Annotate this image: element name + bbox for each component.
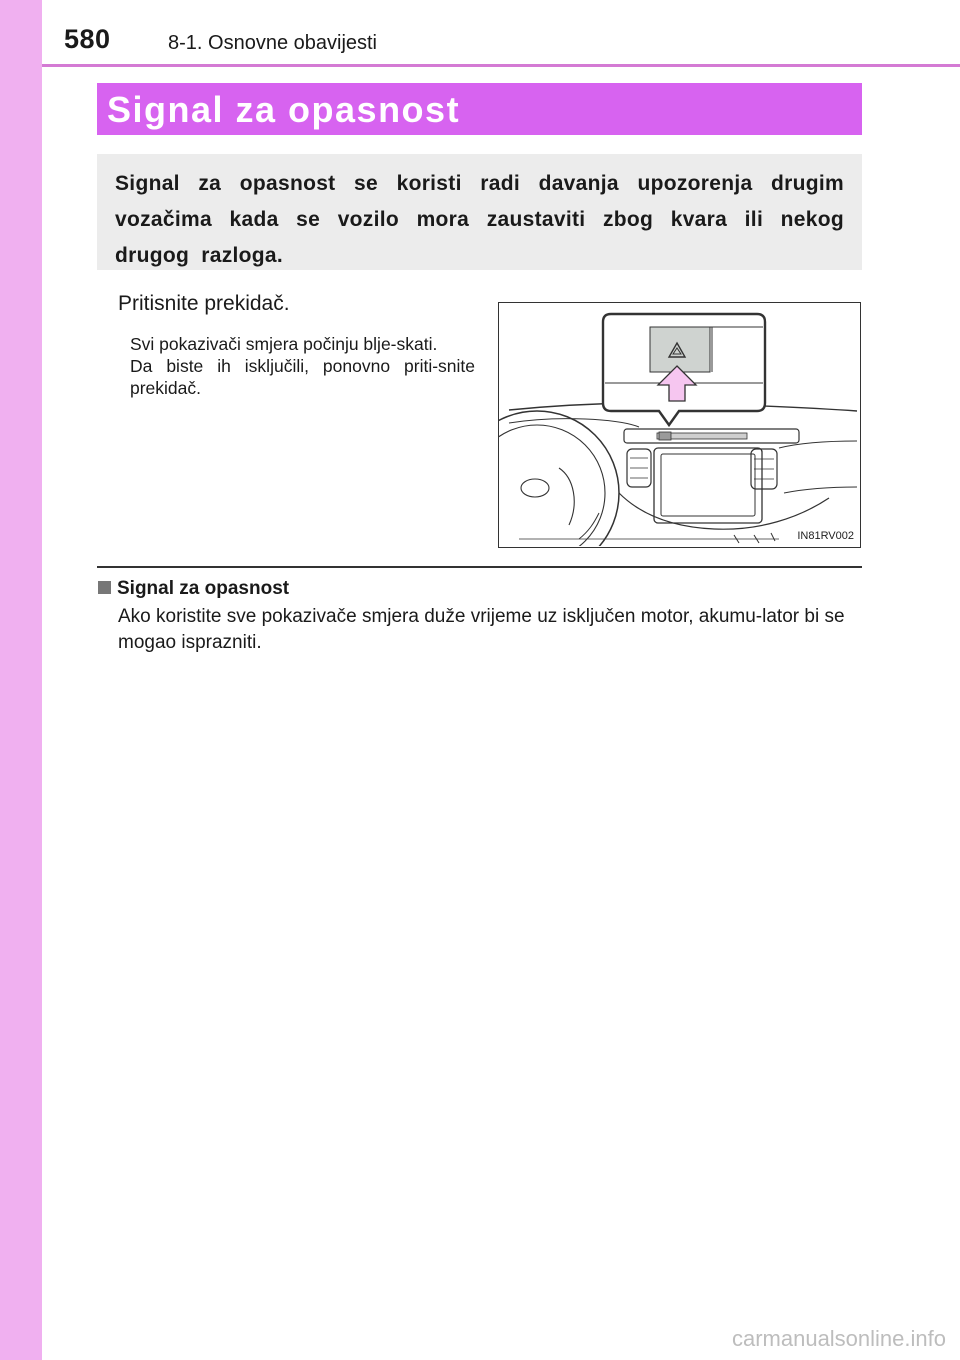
- section-banner: [97, 83, 862, 135]
- note-heading: [98, 578, 289, 600]
- watermark: carmanualsonline.info: [731, 1326, 946, 1351]
- instruction-step: Pritisnite prekidač.: [118, 292, 290, 315]
- instruction-detail-1: Svi pokazivači smjera počinju blje-skati.: [130, 334, 438, 354]
- section-divider: [97, 566, 862, 568]
- note-heading-text: Signal za opasnost: [117, 578, 290, 599]
- section-title: Signal za opasnost: [107, 89, 461, 130]
- figure-code: IN81RV002: [797, 530, 854, 542]
- intro-box: [97, 154, 862, 270]
- dashboard-illustration: [498, 302, 861, 548]
- instruction-detail-2: Da biste ih isključili, ponovno priti-snite prekidač.: [130, 356, 475, 398]
- instruction-detail: [130, 333, 475, 399]
- chapter-title: 8-1. Osnovne obavijesti: [168, 32, 378, 54]
- note-body: Ako koristite sve pokazivače smjera duže vrijeme uz isključen motor, akumu-lator bi se mogao isprazniti.: [118, 606, 845, 653]
- side-color-band: [0, 0, 42, 1360]
- intro-text: Signal za opasnost se koristi radi davanja upozorenja drugim vozačima kada se vozilo mora zaustaviti zbog kvara ili nekog drugog razloga.: [115, 172, 844, 267]
- dashboard-drawing: [499, 303, 859, 546]
- header-rule: [42, 64, 960, 67]
- page-number: 580: [64, 24, 111, 54]
- bullet-square-icon: [98, 581, 111, 594]
